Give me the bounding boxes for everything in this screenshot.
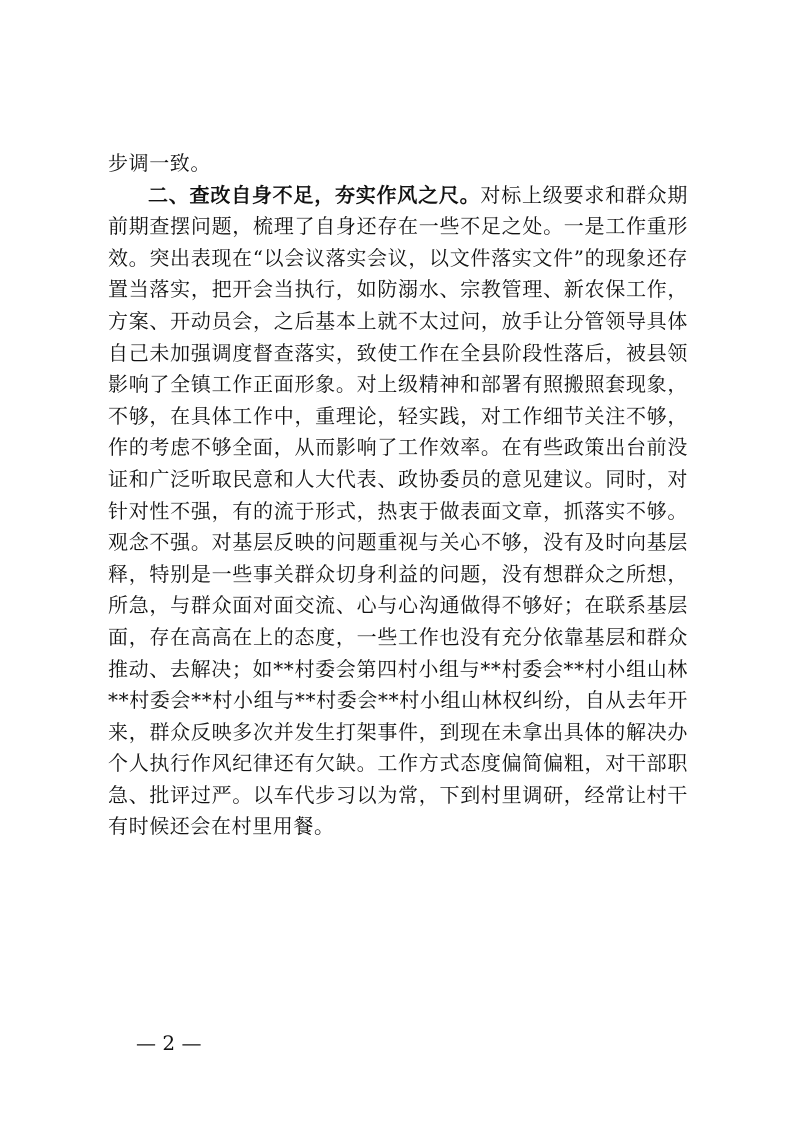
section-heading: 二、查改自身不足，夯实作风之尺。 xyxy=(148,182,481,207)
text-line-22: 有时候还会在村里用餐。 xyxy=(108,814,335,839)
text-line-17: 推动、去解决；如**村委会第四村小组与**村委会**村小组山林 xyxy=(108,656,688,681)
page-number: — 2 — xyxy=(136,1031,202,1055)
text-line-13: 观念不强。对基层反映的问题重视与关心不够，没有及时向基层 xyxy=(108,530,688,555)
text-line-8: 影响了全镇工作正面形象。对上级精神和部署有照搬照套现象， xyxy=(108,372,688,397)
text-line-4: 效。突出表现在“以会议落实会议，以文件落实文件”的现象还存 xyxy=(108,245,688,270)
body-text xyxy=(108,148,688,843)
text-line-14: 释，特别是一些事关群众切身利益的问题，没有想群众之所想， xyxy=(108,561,688,586)
text-line-18: **村委会**村小组与**村委会**村小组山林权纠纷，自从去年开 xyxy=(108,688,688,713)
text-line-12: 针对性不强，有的流于形式，热衷于做表面文章，抓落实不够。 xyxy=(108,498,688,523)
text-line-21: 急、批评过严。以车代步习以为常，下到村里调研，经常让村干 xyxy=(108,782,688,807)
text-line-6: 方案、开动员会，之后基本上就不太过问，放手让分管领导具体 xyxy=(108,308,688,333)
text-line-20: 个人执行作风纪律还有欠缺。工作方式态度偏简偏粗，对干部职 xyxy=(108,751,688,776)
text-line-11: 证和广泛听取民意和人大代表、政协委员的意见建议。同时，对 xyxy=(108,466,688,491)
text-line-16: 面，存在高高在上的态度，一些工作也没有充分依靠基层和群众 xyxy=(108,624,688,649)
section-heading-line xyxy=(108,180,688,212)
text-line-15: 所急，与群众面对面交流、心与心沟通做得不够好；在联系基层 xyxy=(108,593,688,618)
text-line-10: 作的考虑不够全面，从而影响了工作效率。在有些政策出台前没 xyxy=(108,435,688,460)
text-line-9: 不够，在具体工作中，重理论，轻实践，对工作细节关注不够， xyxy=(108,403,688,428)
text-line-1: 步调一致。 xyxy=(108,151,211,175)
text-line-3: 前期查摆问题，梳理了自身还存在一些不足之处。一是工作重形 xyxy=(108,214,688,239)
text-line-19: 来，群众反映多次并发生打架事件，到现在未拿出具体的解决办 xyxy=(108,719,688,744)
text-line-5: 置当落实，把开会当执行，如防溺水、宗教管理、新农保工作， xyxy=(108,277,688,302)
text-line-7: 自己未加强调度督查落实，致使工作在全县阶段性落后，被县领 xyxy=(108,340,688,365)
text-line-2: 对标上级要求和群众期 xyxy=(480,182,688,207)
